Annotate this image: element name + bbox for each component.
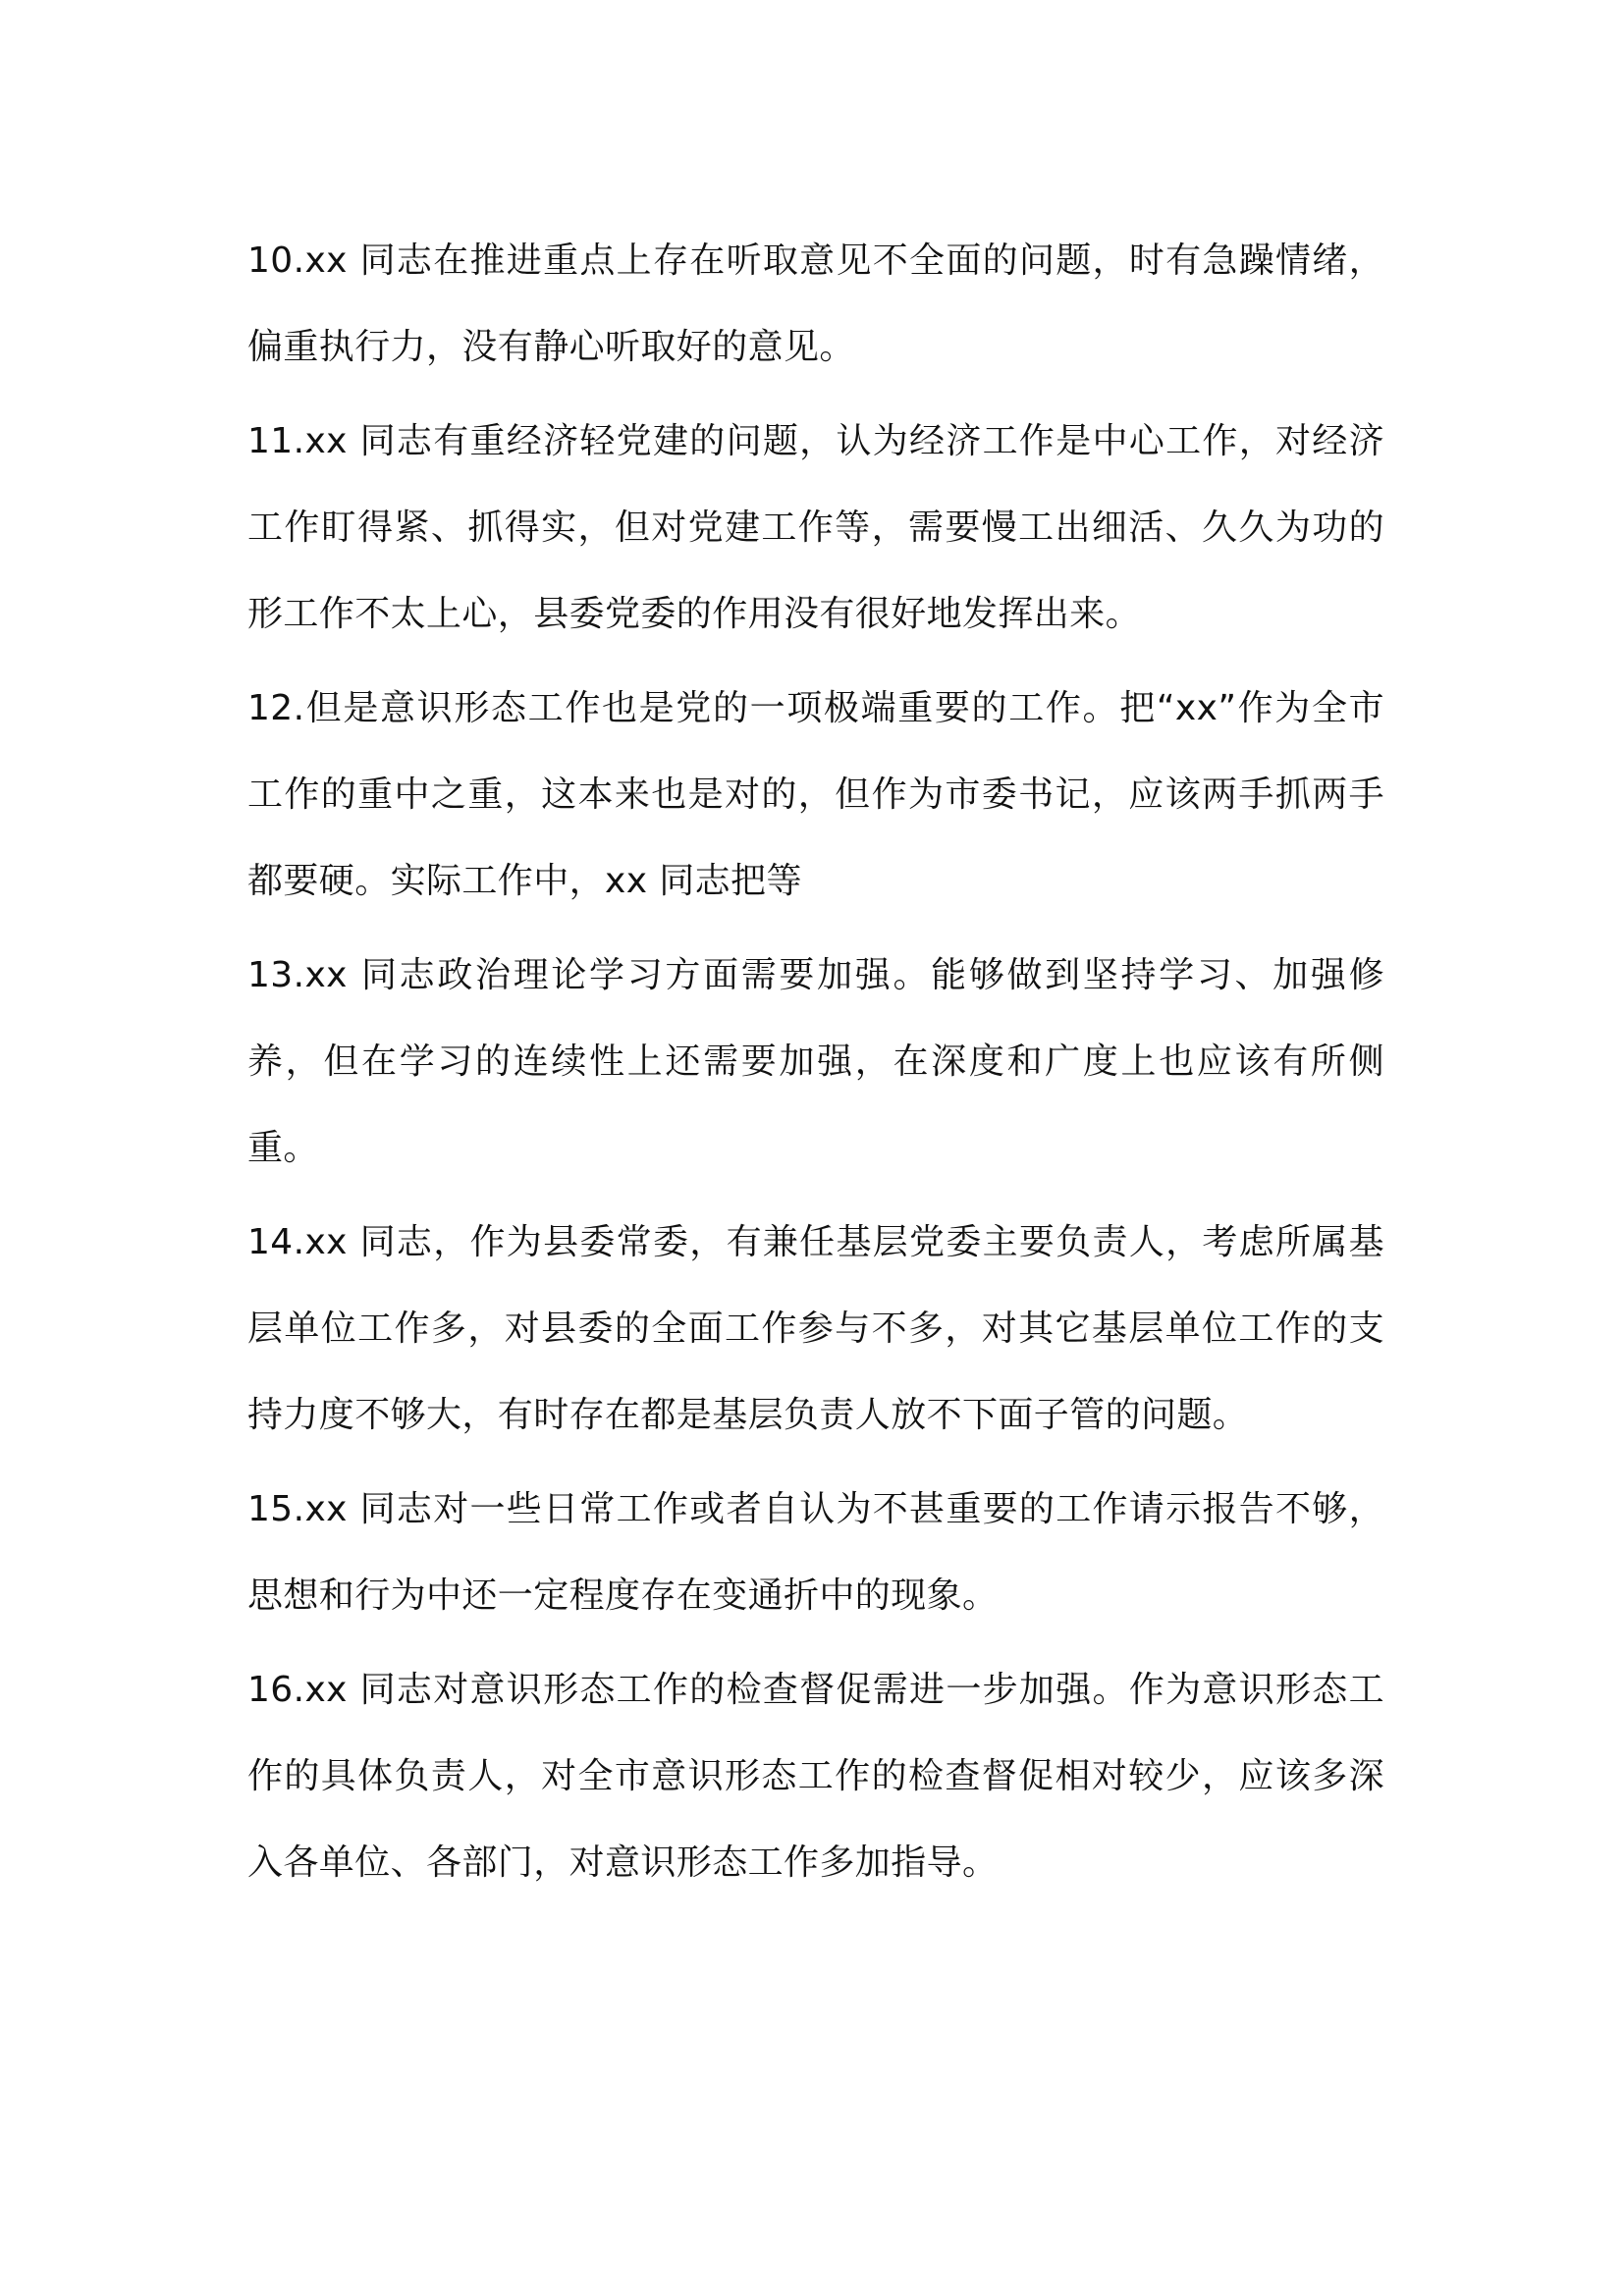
paragraph-14: 14.xx 同志，作为县委常委，有兼任基层党委主要负责人，考虑所属基层单位工作多，对县委的全面工作参与不多，对其它基层单位工作的支持力度不够大，有时存在都是基层负责人放不下面子管的问题。 bbox=[247, 1222, 1384, 1435]
document-body bbox=[247, 218, 1384, 1906]
paragraph-11: 11.xx 同志有重经济轻党建的问题，认为经济工作是中心工作，对经济工作盯得紧、抓得实，但对党建工作等，需要慢工出细活、久久为功的形工作不太上心，县委党委的作用没有很好地发挥出来。 bbox=[247, 421, 1384, 634]
paragraph-16: 16.xx 同志对意识形态工作的检查督促需进一步加强。作为意识形态工作的具体负责人，对全市意识形态工作的检查督促相对较少，应该多深入各单位、各部门，对意识形态工作多加指导。 bbox=[247, 1670, 1384, 1883]
paragraph-15: 15.xx 同志对一些日常工作或者自认为不甚重要的工作请示报告不够，思想和行为中还一定程度存在变通折中的现象。 bbox=[247, 1489, 1384, 1616]
paragraph-12: 12.但是意识形态工作也是党的一项极端重要的工作。把“xx”作为全市工作的重中之重，这本来也是对的，但作为市委书记，应该两手抓两手都要硬。实际工作中，xx 同志把等 bbox=[247, 688, 1384, 901]
paragraph-10: 10.xx 同志在推进重点上存在听取意见不全面的问题，时有急躁情绪，偏重执行力，没有静心听取好的意见。 bbox=[247, 240, 1384, 367]
paragraph-13: 13.xx 同志政治理论学习方面需要加强。能够做到坚持学习、加强修养，但在学习的连续性上还需要加强，在深度和广度上也应该有所侧重。 bbox=[247, 955, 1384, 1168]
